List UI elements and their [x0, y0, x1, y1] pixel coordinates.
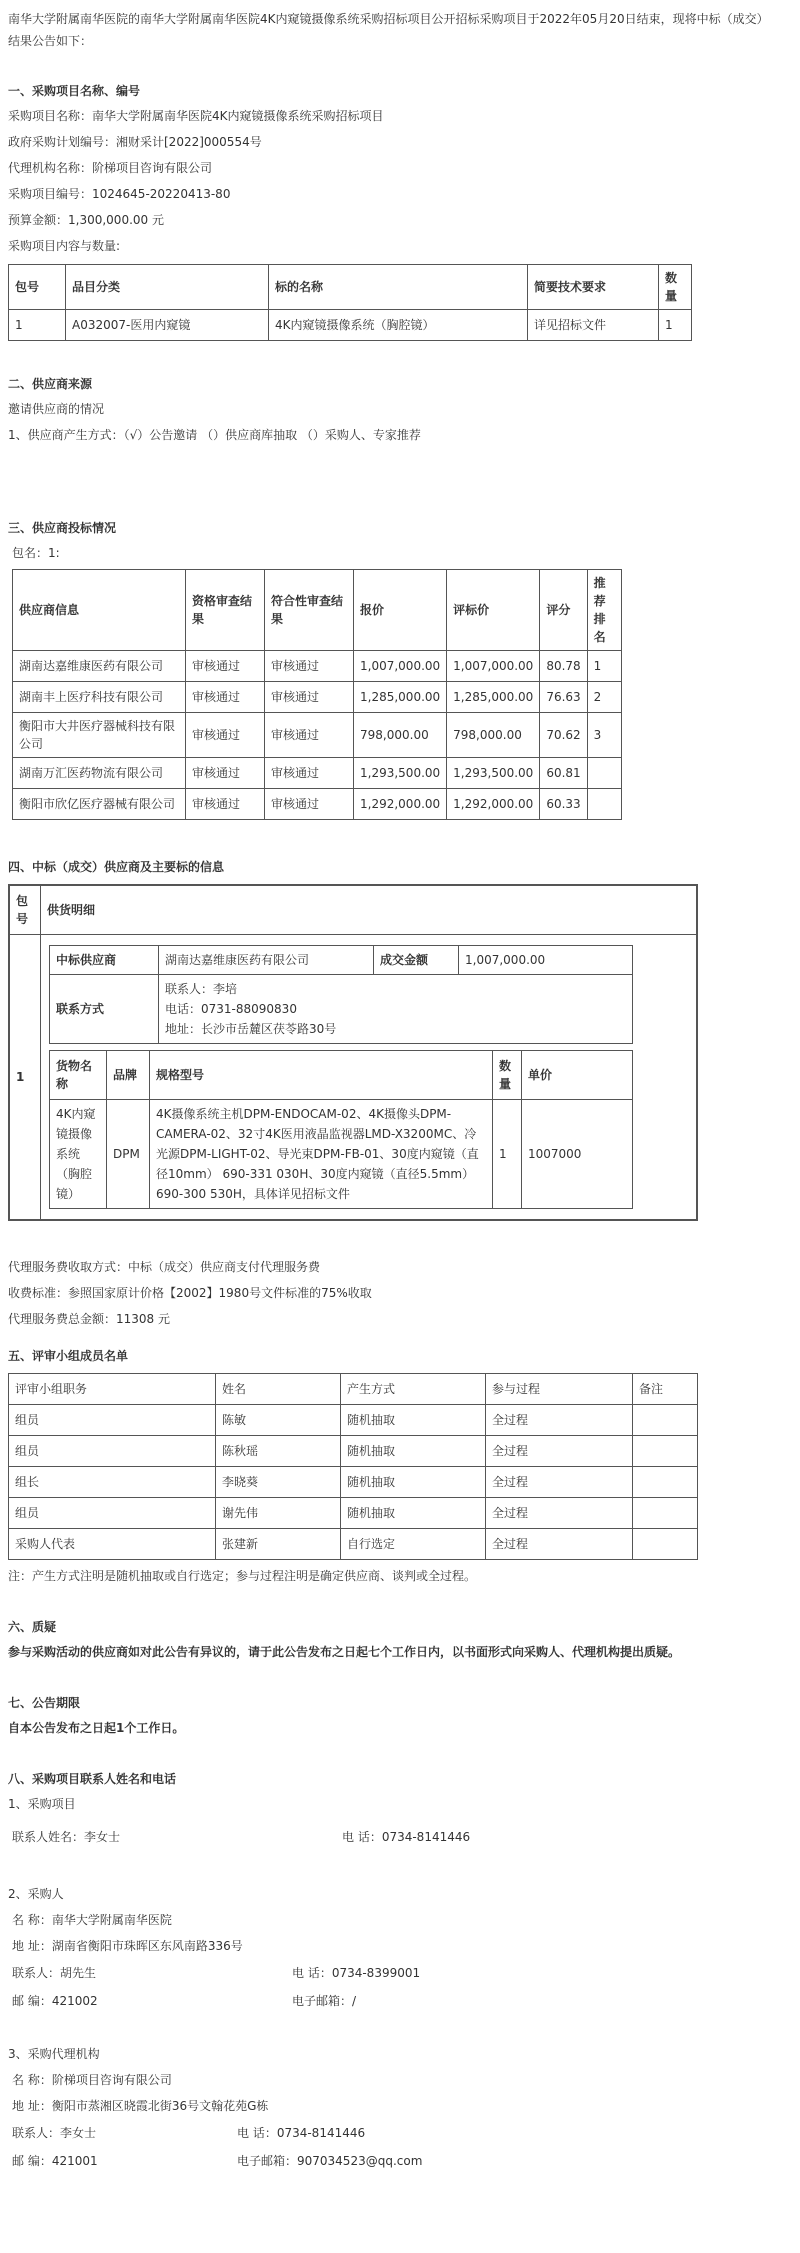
table-cell [633, 1405, 698, 1436]
table-cell: 1,293,500.00 [354, 758, 447, 789]
table-cell: 70.62 [540, 713, 587, 758]
section-winner [8, 858, 768, 1329]
table-cell: 采购人代表 [9, 1529, 216, 1560]
table-header: 品牌 [107, 1051, 150, 1100]
table-cell: 审核通过 [186, 758, 265, 789]
table-header: 数量 [659, 265, 692, 310]
table-cell: 2 [587, 682, 621, 713]
agency-name: 名 称：阶梯项目咨询有限公司 [12, 2073, 172, 2087]
contact-row [8, 1826, 768, 1848]
section-contacts [8, 1770, 768, 2172]
table-cell: 1,007,000.00 [354, 651, 447, 682]
table-cell: 详见招标文件 [528, 310, 659, 341]
winner-name: 湖南达嘉维康医药有限公司 [159, 946, 374, 975]
contact-row [8, 2122, 768, 2144]
contact-label: 联系方式 [50, 975, 159, 1044]
goods-price: 1007000 [522, 1100, 633, 1209]
table-cell: 审核通过 [265, 713, 354, 758]
project-content-table [8, 264, 692, 341]
contact-address: 地址：长沙市岳麓区茯苓路30号 [165, 1022, 337, 1036]
table-cell: 1 [9, 310, 66, 341]
table-cell: 全过程 [486, 1467, 633, 1498]
table-cell: 衡阳市欣亿医疗器械有限公司 [13, 789, 186, 820]
table-header: 评分 [540, 570, 587, 651]
table-cell: 李晓葵 [216, 1467, 341, 1498]
table-cell: 审核通过 [186, 651, 265, 682]
section-title: 四、中标（成交）供应商及主要标的信息 [8, 860, 225, 874]
section-project-info [8, 82, 768, 341]
supplier-method: 1、供应商产生方式：（√）公告邀请 （）供应商库抽取 （）采购人、专家推荐 [8, 428, 421, 442]
section-title: 七、公告期限 [8, 1696, 81, 1710]
budget-amount: 预算金额：1,300,000.00 元 [8, 213, 164, 227]
goods-qty: 1 [493, 1100, 522, 1209]
table-cell: 1,292,000.00 [354, 789, 447, 820]
table-cell: 组长 [9, 1467, 216, 1498]
table-cell: 陈敏 [216, 1405, 341, 1436]
section-bidding [8, 519, 768, 820]
table-header: 备注 [633, 1374, 698, 1405]
table-header: 资格审查结果 [186, 570, 265, 651]
table-header: 符合性审查结果 [265, 570, 354, 651]
table-header: 规格型号 [150, 1051, 493, 1100]
project-number: 采购项目编号：1024645-20220413-80 [8, 187, 231, 201]
table-row [50, 946, 633, 975]
table-cell [587, 758, 621, 789]
table-header: 产生方式 [341, 1374, 486, 1405]
challenge-text: 参与采购活动的供应商如对此公告有异议的，请于此公告发布之日起七个工作日内，以书面形式向采购人、代理机构提出质疑。 [8, 1645, 681, 1659]
table-row [9, 1467, 698, 1498]
contact-row [8, 1990, 768, 2012]
table-row [50, 975, 633, 1044]
goods-spec: 4K摄像系统主机DPM-ENDOCAM-02、4K摄像头DPM-CAMERA-02、32寸4K医用液晶监视器LMD-X3200MC、冷光源DPM-LIGHT-02、导光束DPM-FB-01、30度内窥镜（直径10mm） 690-331 030H、30度内窥镜（直径5.5mm）690-300 530H，具体详见招标文件 [150, 1100, 493, 1209]
section-title: 六、质疑 [8, 1620, 57, 1634]
goods-name: 4K内窥镜摄像系统（胸腔镜） [50, 1100, 107, 1209]
table-cell: A032007-医用内窥镜 [66, 310, 269, 341]
table-cell: 组员 [9, 1498, 216, 1529]
table-cell: 全过程 [486, 1529, 633, 1560]
package-label: 包名：1: [12, 546, 60, 560]
table-cell: 798,000.00 [447, 713, 540, 758]
table-cell [633, 1498, 698, 1529]
table-cell: 1,293,500.00 [447, 758, 540, 789]
section-title: 一、采购项目名称、编号 [8, 84, 141, 98]
table-row [13, 758, 622, 789]
contact-group-title: 2、采购人 [8, 1887, 64, 1901]
winner-label: 中标供应商 [50, 946, 159, 975]
table-cell: 审核通过 [186, 713, 265, 758]
table-header: 包号 [9, 265, 66, 310]
table-cell: 1 [659, 310, 692, 341]
contact-person: 联系人姓名：李女士 [12, 1830, 121, 1844]
contact-person: 联系人：李女士 [12, 2126, 97, 2140]
table-cell: 随机抽取 [341, 1498, 486, 1529]
table-cell [633, 1436, 698, 1467]
table-row [13, 789, 622, 820]
email: 电子邮箱：907034523@qq.com [237, 2154, 423, 2168]
table-cell: 76.63 [540, 682, 587, 713]
table-row [13, 682, 622, 713]
table-cell: 组员 [9, 1405, 216, 1436]
table-row [9, 935, 697, 1221]
section-title: 八、采购项目联系人姓名和电话 [8, 1772, 177, 1786]
table-cell [587, 789, 621, 820]
contact-person: 联系人：李培 [165, 982, 238, 996]
table-cell: 798,000.00 [354, 713, 447, 758]
table-cell: 衡阳市大井医疗器械科技有限公司 [13, 713, 186, 758]
invite-info: 邀请供应商的情况 [8, 402, 105, 416]
section-challenge [8, 1618, 768, 1662]
fee-method: 代理服务费收取方式：中标（成交）供应商支付代理服务费 [8, 1260, 321, 1274]
fee-total: 代理服务费总金额：11308 元 [8, 1312, 170, 1326]
table-header: 单价 [522, 1051, 633, 1100]
goods-brand: DPM [107, 1100, 150, 1209]
section-title: 三、供应商投标情况 [8, 521, 117, 535]
table-header: 参与过程 [486, 1374, 633, 1405]
table-header: 评审小组职务 [9, 1374, 216, 1405]
table-cell: 1,285,000.00 [447, 682, 540, 713]
contact-group-title: 1、采购项目 [8, 1797, 76, 1811]
table-cell: 3 [587, 713, 621, 758]
table-header-row [9, 265, 692, 310]
table-header: 货物名称 [50, 1051, 107, 1100]
table-row [50, 1100, 633, 1209]
table-cell: 审核通过 [186, 789, 265, 820]
section-title: 二、供应商来源 [8, 377, 93, 391]
bidding-table [12, 569, 622, 820]
purchaser-name: 名 称：南华大学附属南华医院 [12, 1913, 172, 1927]
section-review-panel [8, 1347, 768, 1586]
table-cell: 全过程 [486, 1498, 633, 1529]
table-header: 推荐排名 [587, 570, 621, 651]
table-row [9, 1436, 698, 1467]
contact-row [8, 1962, 768, 1984]
table-cell: 全过程 [486, 1405, 633, 1436]
table-cell: 随机抽取 [341, 1436, 486, 1467]
table-row [9, 1405, 698, 1436]
supply-detail-cell [41, 935, 698, 1221]
table-cell: 4K内窥镜摄像系统（胸腔镜） [269, 310, 528, 341]
table-cell: 1 [587, 651, 621, 682]
table-cell: 自行选定 [341, 1529, 486, 1560]
fee-standard: 收费标准：参照国家原计价格【2002】1980号文件标准的75%收取 [8, 1286, 372, 1300]
table-header-row [9, 885, 697, 935]
table-header: 品目分类 [66, 265, 269, 310]
table-cell: 审核通过 [265, 682, 354, 713]
zip-code: 邮 编：421001 [12, 2154, 98, 2168]
table-row [9, 1498, 698, 1529]
contact-person: 联系人：胡先生 [12, 1966, 97, 1980]
review-note: 注：产生方式注明是随机抽取或自行选定；参与过程注明是确定供应商、谈判或全过程。 [8, 1569, 477, 1583]
section-supplier-source [8, 375, 768, 445]
table-header-row [9, 1374, 698, 1405]
amount-label: 成交金额 [374, 946, 459, 975]
contact-phone: 电 话：0734-8399001 [292, 1966, 421, 1980]
table-cell: 全过程 [486, 1436, 633, 1467]
table-cell: 审核通过 [186, 682, 265, 713]
contact-group-title: 3、采购代理机构 [8, 2047, 100, 2061]
table-header: 供货明细 [41, 885, 698, 935]
table-header: 包号 [9, 885, 41, 935]
table-cell: 60.81 [540, 758, 587, 789]
table-header-row [13, 570, 622, 651]
email: 电子邮箱：/ [292, 1994, 357, 2008]
contact-phone: 电 话：0734-8141446 [342, 1830, 471, 1844]
winner-info-table [49, 945, 633, 1044]
table-header-row [50, 1051, 633, 1100]
period-text: 自本公告发布之日起1个工作日。 [8, 1721, 185, 1735]
amount-value: 1,007,000.00 [459, 946, 633, 975]
table-row [13, 713, 622, 758]
agency-address: 地 址：衡阳市蒸湘区晓霞北街36号文翰花苑G栋 [12, 2099, 269, 2113]
content-label: 采购项目内容与数量: [8, 239, 121, 253]
contact-row [8, 2150, 768, 2172]
table-header: 评标价 [447, 570, 540, 651]
table-header: 数量 [493, 1051, 522, 1100]
zip-code: 邮 编：421002 [12, 1994, 98, 2008]
goods-table [49, 1050, 633, 1209]
table-cell: 湖南丰上医疗科技有限公司 [13, 682, 186, 713]
table-cell: 谢先伟 [216, 1498, 341, 1529]
project-name: 采购项目名称：南华大学附属南华医院4K内窥镜摄像系统采购招标项目 [8, 109, 384, 123]
table-cell: 1,292,000.00 [447, 789, 540, 820]
table-header: 供应商信息 [13, 570, 186, 651]
winner-table [8, 884, 698, 1221]
table-row [9, 1529, 698, 1560]
intro-text: 南华大学附属南华医院的南华大学附属南华医院4K内窥镜摄像系统采购招标项目公开招标采购项目于2022年05月20日结束，现将中标（成交）结果公告如下： [8, 12, 763, 48]
table-cell: 张建新 [216, 1529, 341, 1560]
purchaser-address: 地 址：湖南省衡阳市珠晖区东风南路336号 [12, 1939, 243, 1953]
table-cell: 审核通过 [265, 758, 354, 789]
table-cell: 湖南达嘉维康医药有限公司 [13, 651, 186, 682]
table-cell: 1,007,000.00 [447, 651, 540, 682]
contact-phone: 电 话：0734-8141446 [237, 2126, 366, 2140]
table-cell: 陈秋瑶 [216, 1436, 341, 1467]
table-cell: 组员 [9, 1436, 216, 1467]
table-row [9, 310, 692, 341]
table-cell: 1,285,000.00 [354, 682, 447, 713]
table-cell: 80.78 [540, 651, 587, 682]
contact-info [159, 975, 633, 1044]
table-header: 姓名 [216, 1374, 341, 1405]
table-header: 报价 [354, 570, 447, 651]
agency-name: 代理机构名称：阶梯项目咨询有限公司 [8, 161, 213, 175]
table-header: 简要技术要求 [528, 265, 659, 310]
table-row [13, 651, 622, 682]
review-panel-table [8, 1373, 698, 1560]
contact-phone: 电话：0731-88090830 [165, 1002, 297, 1016]
section-title: 五、评审小组成员名单 [8, 1349, 129, 1363]
section-period [8, 1694, 768, 1738]
table-cell: 60.33 [540, 789, 587, 820]
table-cell: 审核通过 [265, 651, 354, 682]
table-cell: 审核通过 [265, 789, 354, 820]
plan-number: 政府采购计划编号：湘财采计[2022]000554号 [8, 135, 262, 149]
table-cell: 随机抽取 [341, 1405, 486, 1436]
package-number: 1 [9, 935, 41, 1221]
table-cell: 随机抽取 [341, 1467, 486, 1498]
table-header: 标的名称 [269, 265, 528, 310]
table-cell [633, 1467, 698, 1498]
table-cell: 湖南万汇医药物流有限公司 [13, 758, 186, 789]
table-cell [633, 1529, 698, 1560]
